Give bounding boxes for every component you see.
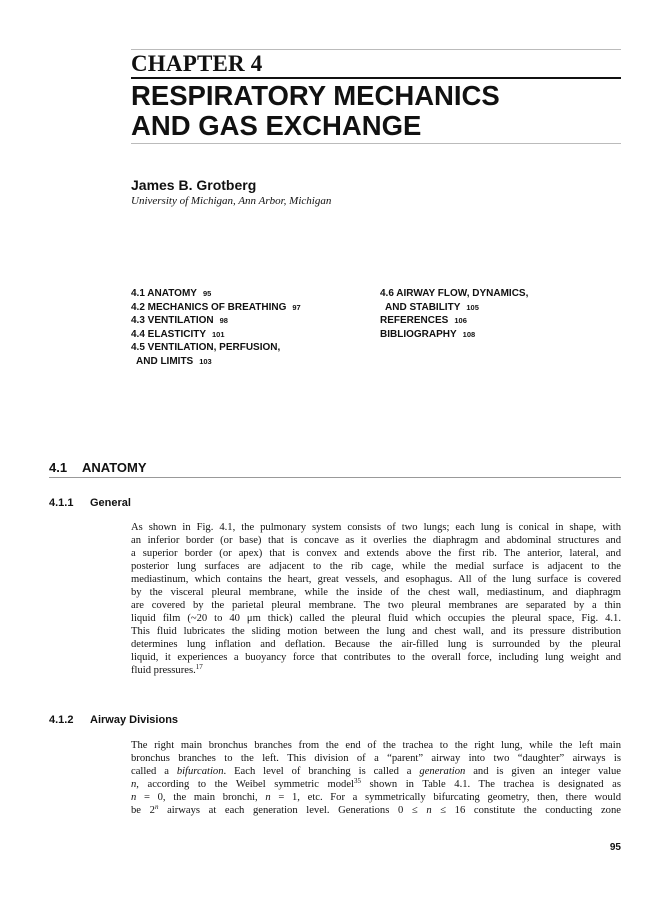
text-fragment: , according to the Weibel symmetric model [136,779,354,790]
toc-entry[interactable] [131,314,371,328]
text-line: As shown in Fig. 4.1, the pulmonary system consists of two lungs; each lung is conical in shape, with [131,522,621,533]
toc-label: AND LIMITS [136,355,194,367]
toc-entry[interactable] [380,314,620,328]
toc-page: 106 [454,316,467,325]
toc-label: 4.5 VENTILATION, PERFUSION, [131,342,281,353]
toc-label: 4.1 ANATOMY [131,288,197,299]
toc-page: 95 [202,289,212,298]
section-heading [49,460,147,475]
chapter-title-line: RESPIRATORY MECHANICS [131,80,500,111]
text-line [131,791,621,804]
toc-label: 4.2 MECHANICS OF BREATHING [131,301,287,313]
toc-label: REFERENCES [380,315,449,326]
text-line [131,778,621,791]
chapter-title-line: AND GAS EXCHANGE [131,109,422,141]
section-number: 4.1 [49,460,68,475]
text-fragment: = 0, the main bronchi, [136,792,266,803]
text-line: an inferior border (or base) that is concave as it overlies the diaphragm and abdominal structures and [131,535,621,546]
variable-n: n [426,805,432,816]
text-line: are covered by the parietal pleural membrane. The two pleural membranes are separated by a thin [131,600,621,611]
text-line: determines lung inflation and deflation. Because the air-filled lung is surrounded by the pleural [131,639,621,650]
text-fragment: fluid pressures. [131,665,196,676]
text-line: mediastinum, which contains the heart, great vessels, and esophagus. All of the lung surface is covered [131,574,621,585]
page-number: 95 [609,842,621,853]
term-bifurcation: bifurcation [176,766,224,777]
text-line [131,664,621,677]
toc-entry[interactable] [131,355,371,369]
variable-n: n [154,803,159,811]
chapter-title [131,81,500,140]
variable-n: n [265,792,271,803]
toc-label: BIBLIOGRAPHY [380,328,457,340]
subsection-title: Airway Divisions [90,714,179,726]
text-line: by the visceral pleural membrane, while the inside of the chest wall, mediastinum, and diaphragm [131,587,621,598]
text-fragment: and is given an integer value [465,766,622,777]
top-rule [131,49,621,50]
text-line: bronchus branches to the left. This division of a “parent” airway into two “daughter” airways is [131,753,621,764]
reference-marker[interactable]: 35 [353,777,361,785]
toc-entry[interactable] [131,301,371,315]
subsection-heading [49,714,178,726]
section-title: ANATOMY [82,460,147,475]
text-line: liquid, it experiences a buoyancy force that contributes to the overall force, including lung weight and [131,652,621,663]
subsection-heading [49,497,131,509]
reference-marker[interactable]: 17 [195,663,203,671]
author-name: James B. Grotberg [131,177,257,193]
text-line: liquid film (~20 to 40 μm thick) called the pleural fluid which occupies the pleural space, Fig. 4.1. [131,613,621,624]
text-fragment: be 2 [131,805,155,816]
text-line [131,804,621,817]
term-generation: generation [419,766,466,777]
text-fragment: . Each level of branching is called a [223,766,420,777]
text-line: posterior lung surfaces are adjacent to the rib cage, while the medial surface is adjacent to the [131,561,621,572]
subsection-number: 4.1.2 [49,714,74,726]
toc-entry[interactable] [380,328,620,342]
paragraph-general [131,521,621,677]
text-fragment: called a [131,766,177,777]
text-line: This fluid lubricates the sliding motion between the lung and chest wall, and its pressure distribution [131,626,621,637]
text-fragment: airways at each generation level. Generations 0 ≤ [158,805,427,816]
text-line [131,765,621,778]
subsection-number: 4.1.1 [49,497,74,509]
author-affiliation: University of Michigan, Ann Arbor, Michigan [131,195,332,207]
toc-entry[interactable] [380,287,620,301]
toc-label: 4.6 AIRWAY FLOW, DYNAMICS, [380,288,529,299]
toc-page: 108 [462,329,476,339]
text-line: The right main bronchus branches from the end of the trachea to the right lung, while the left main [131,740,621,751]
variable-n: n [131,792,137,803]
toc-entry[interactable] [131,287,371,301]
text-line: a superior border (or apex) that is convex and extends above the first rib. The anterior, lateral, and [131,548,621,559]
subsection-title: General [90,497,131,509]
chapter-label: CHAPTER 4 [131,51,263,76]
toc-page: 101 [212,329,225,339]
toc-label: AND STABILITY [385,301,461,313]
toc-entry[interactable] [131,328,371,342]
section-rule [49,477,621,478]
toc-page: 103 [199,356,212,366]
chapter-rule [131,77,621,79]
table-of-contents-left [131,287,371,368]
paragraph-airway-divisions [131,739,621,817]
toc-label: 4.3 VENTILATION [131,315,214,326]
text-fragment: ≤ 16 constitute the conducting zone [431,805,621,816]
table-of-contents-right [380,287,620,341]
toc-page: 98 [219,316,228,325]
text-fragment: shown in Table 4.1. The trachea is designated as [360,779,621,790]
title-rule [131,143,621,144]
text-fragment: = 1, etc. For a symmetrically bifurcating geometry, then, there would [270,792,621,803]
toc-label: 4.4 ELASTICITY [131,328,207,340]
toc-page: 97 [292,302,301,312]
toc-page: 105 [466,302,479,312]
toc-entry[interactable] [380,301,620,315]
variable-n: n [131,779,137,790]
toc-entry[interactable] [131,341,371,355]
